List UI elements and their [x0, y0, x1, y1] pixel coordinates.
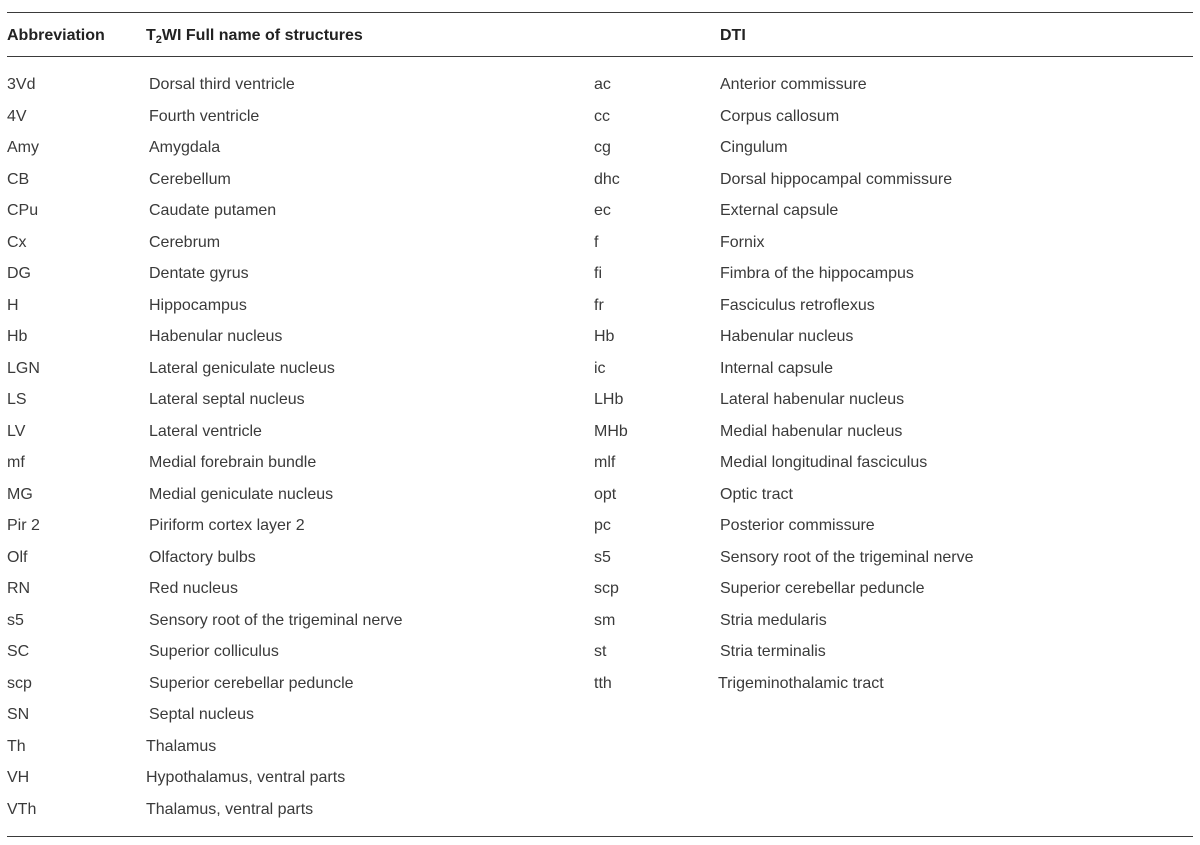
cell-dti-full-name: Medial habenular nucleus: [720, 422, 903, 440]
table-row: [0, 200, 1200, 222]
cell-dti-abbreviation: dhc: [594, 170, 620, 188]
cell-abbreviation: Th: [7, 737, 26, 755]
cell-abbreviation: Olf: [7, 548, 28, 566]
cell-dti-abbreviation: tth: [594, 674, 612, 692]
cell-full-name: Piriform cortex layer 2: [149, 517, 305, 534]
table-row: [0, 106, 1200, 128]
cell-abbreviation: LV: [7, 422, 26, 440]
cell-full-name: Cerebrum: [149, 233, 221, 251]
cell-abbreviation: RN: [7, 580, 31, 597]
cell-full-name: Lateral geniculate nucleus: [149, 359, 335, 377]
cell-dti-full-name: Internal capsule: [720, 359, 833, 377]
cell-abbreviation: SN: [7, 706, 30, 723]
cell-dti-abbreviation: ec: [594, 202, 611, 219]
cell-abbreviation: scp: [7, 674, 32, 692]
cell-full-name: Dorsal third ventricle: [149, 76, 295, 93]
cell-dti-abbreviation: cg: [594, 139, 611, 156]
cell-abbreviation: SC: [7, 643, 30, 660]
table-row: [0, 484, 1200, 506]
header-t2wi-rest: WI Full name of structures: [161, 27, 363, 44]
table-row: [0, 610, 1200, 632]
cell-abbreviation: H: [7, 296, 19, 314]
cell-dti-full-name: Habenular nucleus: [720, 328, 854, 345]
cell-abbreviation: s5: [7, 611, 24, 629]
cell-dti-full-name: Fornix: [720, 233, 765, 251]
table-row: [0, 704, 1200, 726]
cell-full-name: Lateral ventricle: [149, 422, 262, 440]
header-dti: DTI: [720, 27, 746, 44]
cell-dti-abbreviation: cc: [594, 107, 610, 125]
cell-dti-abbreviation: sm: [594, 611, 616, 629]
cell-full-name: Dentate gyrus: [149, 265, 249, 282]
cell-dti-full-name: Stria medularis: [720, 611, 827, 629]
cell-full-name: Medial forebrain bundle: [149, 454, 317, 471]
table-row: [0, 515, 1200, 537]
cell-dti-full-name: Stria terminalis: [720, 643, 826, 660]
cell-abbreviation: 4V: [7, 107, 27, 125]
table-row: [0, 547, 1200, 569]
cell-abbreviation: Pir 2: [7, 517, 40, 534]
cell-full-name: Sensory root of the trigeminal nerve: [149, 611, 403, 629]
table-row: [0, 74, 1200, 96]
table-row: [0, 736, 1200, 758]
cell-dti-full-name: Anterior commissure: [720, 76, 867, 93]
cell-full-name: Hypothalamus, ventral parts: [146, 769, 346, 786]
cell-full-name: Caudate putamen: [149, 202, 277, 219]
cell-dti-full-name: Cingulum: [720, 139, 788, 156]
cell-dti-full-name: Dorsal hippocampal commissure: [720, 170, 953, 188]
cell-dti-abbreviation: fi: [594, 265, 602, 282]
cell-abbreviation: Cx: [7, 233, 27, 251]
cell-full-name: Thalamus: [146, 737, 217, 755]
header-abbreviation: Abbreviation: [7, 27, 105, 44]
table-row: [0, 799, 1200, 821]
header-t2wi-subscript: 2: [155, 34, 162, 46]
cell-full-name: Amygdala: [149, 139, 221, 156]
cell-dti-full-name: Lateral habenular nucleus: [720, 391, 905, 408]
cell-abbreviation: MG: [7, 485, 33, 503]
header-t2wi-prefix: T: [146, 27, 156, 44]
table-row: [0, 358, 1200, 380]
cell-abbreviation: DG: [7, 265, 31, 282]
cell-full-name: Fourth ventricle: [149, 107, 260, 125]
cell-dti-full-name: Fasciculus retroflexus: [720, 296, 875, 314]
table-row: [0, 389, 1200, 411]
cell-full-name: Thalamus, ventral parts: [146, 800, 314, 818]
table-bottom-rule: [7, 836, 1193, 837]
cell-dti-abbreviation: LHb: [594, 391, 624, 408]
cell-full-name: Red nucleus: [149, 580, 238, 597]
cell-dti-full-name: Fimbra of the hippocampus: [720, 265, 914, 282]
cell-dti-abbreviation: MHb: [594, 422, 628, 440]
cell-dti-full-name: External capsule: [720, 202, 839, 219]
cell-abbreviation: VTh: [7, 800, 37, 818]
table-row: [0, 263, 1200, 285]
table-row: [0, 232, 1200, 254]
table-row: [0, 295, 1200, 317]
table-row: [0, 452, 1200, 474]
cell-dti-abbreviation: mlf: [594, 454, 616, 471]
cell-full-name: Superior cerebellar peduncle: [149, 674, 354, 692]
cell-dti-abbreviation: ic: [594, 359, 606, 377]
cell-full-name: Cerebellum: [149, 170, 231, 188]
table-row: [0, 641, 1200, 663]
cell-dti-abbreviation: opt: [594, 485, 617, 503]
table-row: [0, 673, 1200, 695]
cell-dti-abbreviation: Hb: [594, 328, 615, 345]
cell-dti-abbreviation: ac: [594, 76, 611, 93]
cell-full-name: Habenular nucleus: [149, 328, 283, 345]
table-row: [0, 578, 1200, 600]
cell-abbreviation: LS: [7, 391, 27, 408]
cell-full-name: Lateral septal nucleus: [149, 391, 305, 408]
cell-abbreviation: Amy: [7, 139, 39, 156]
cell-dti-abbreviation: pc: [594, 517, 611, 534]
cell-full-name: Medial geniculate nucleus: [149, 485, 334, 503]
cell-abbreviation: VH: [7, 769, 30, 786]
cell-abbreviation: 3Vd: [7, 76, 36, 93]
cell-abbreviation: CPu: [7, 202, 39, 219]
table-row: [0, 169, 1200, 191]
cell-full-name: Superior colliculus: [149, 643, 279, 660]
cell-abbreviation: mf: [7, 454, 25, 471]
cell-dti-full-name: Sensory root of the trigeminal nerve: [720, 548, 974, 566]
cell-full-name: Olfactory bulbs: [149, 548, 256, 566]
cell-full-name: Hippocampus: [149, 296, 247, 314]
cell-dti-full-name: Corpus callosum: [720, 107, 840, 125]
cell-dti-full-name: Optic tract: [720, 485, 793, 503]
cell-dti-abbreviation: s5: [594, 548, 611, 566]
cell-abbreviation: Hb: [7, 328, 28, 345]
cell-full-name: Septal nucleus: [149, 706, 254, 723]
cell-dti-abbreviation: f: [594, 233, 599, 251]
table-row: [0, 137, 1200, 159]
cell-dti-full-name: Posterior commissure: [720, 517, 875, 534]
cell-dti-abbreviation: scp: [594, 580, 619, 597]
cell-abbreviation: LGN: [7, 359, 40, 377]
table-row: [0, 326, 1200, 348]
cell-dti-full-name: Medial longitudinal fasciculus: [720, 454, 928, 471]
table-row: [0, 767, 1200, 789]
cell-dti-abbreviation: st: [594, 643, 607, 660]
cell-dti-full-name: Superior cerebellar peduncle: [720, 580, 925, 597]
cell-dti-abbreviation: fr: [594, 296, 604, 314]
table-row: [0, 421, 1200, 443]
cell-dti-full-name: Trigeminothalamic tract: [718, 674, 884, 692]
cell-abbreviation: CB: [7, 170, 30, 188]
